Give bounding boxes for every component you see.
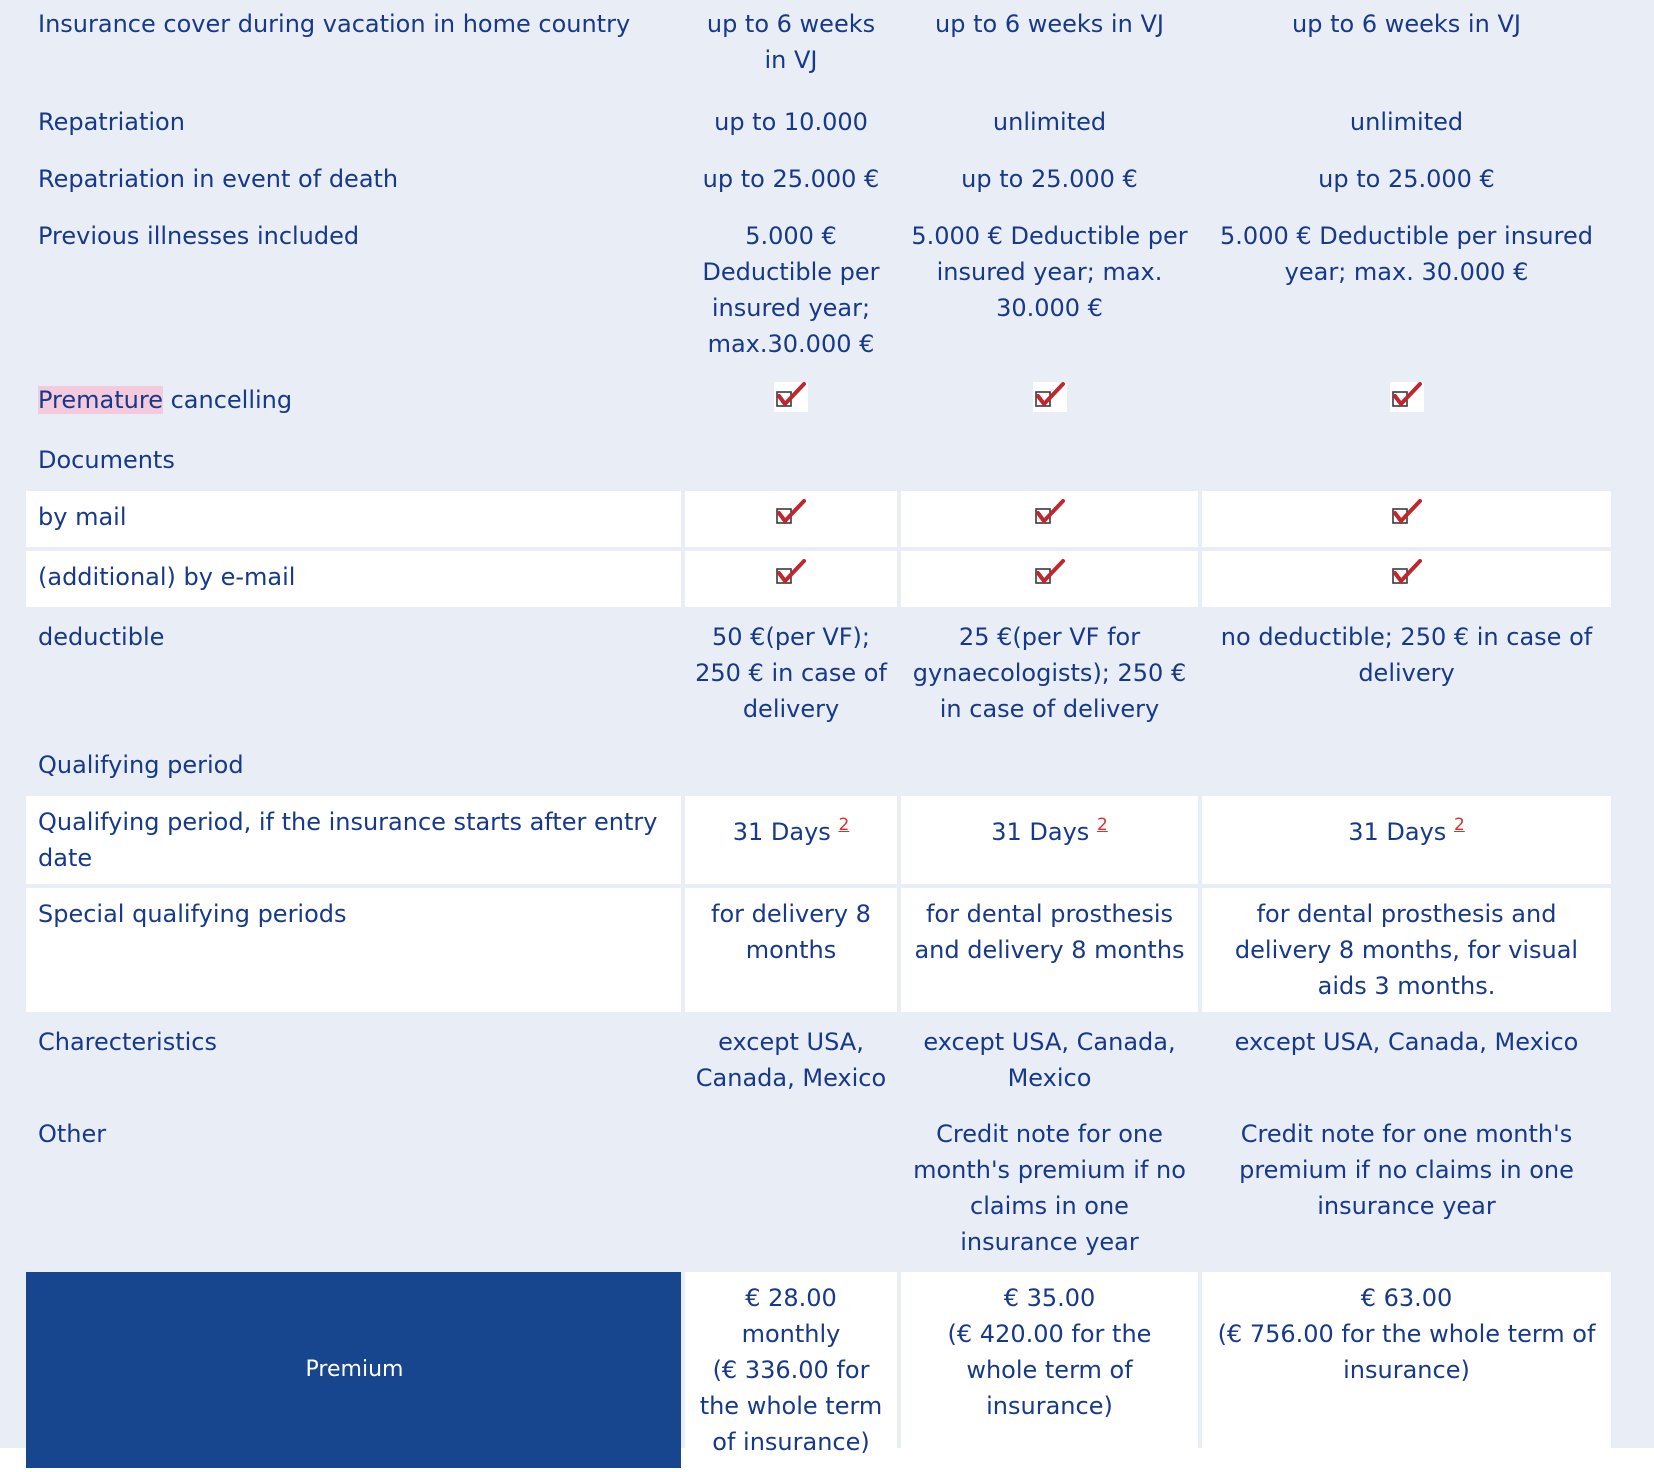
cell-tariff-2 xyxy=(901,491,1198,547)
cell-tariff-2: for dental prosthesis and delivery 8 months xyxy=(901,888,1198,1012)
premium-row xyxy=(26,1272,1611,1468)
premium-tariff-2 xyxy=(901,1272,1198,1468)
table-row xyxy=(26,0,1611,92)
cell-tariff-3 xyxy=(1202,491,1611,547)
checkbox-checked-icon xyxy=(774,499,808,529)
table-row xyxy=(26,1016,1611,1104)
checkbox-checked-icon xyxy=(1033,382,1067,412)
cell-tariff-2: 25 €(per VF for gynaecologists); 250 € in case of delivery xyxy=(901,611,1198,735)
right-margin xyxy=(1618,0,1654,1448)
checkbox-checked-icon xyxy=(774,559,808,589)
row-label: Insurance cover during vacation in home country xyxy=(26,0,681,92)
table-row xyxy=(26,491,1611,547)
row-label: Documents xyxy=(26,434,681,487)
row-label: deductible xyxy=(26,611,681,735)
premium-total: (€ 420.00 for the whole term of insurance) xyxy=(947,1320,1152,1420)
table-row xyxy=(26,551,1611,607)
row-label: Previous illnesses included xyxy=(26,210,681,370)
row-label: Special qualifying periods xyxy=(26,888,681,1012)
cell-tariff-1 xyxy=(685,796,897,884)
premium-tariff-1 xyxy=(685,1272,897,1468)
cell-value: 31 Days xyxy=(1348,818,1447,846)
table-row xyxy=(26,153,1611,206)
checkbox-checked-icon xyxy=(1390,499,1424,529)
cell-tariff-3: up to 25.000 € xyxy=(1202,153,1611,206)
cell-tariff-2: except USA, Canada, Mexico xyxy=(901,1016,1198,1104)
cell-tariff-1 xyxy=(685,491,897,547)
row-label: Repatriation xyxy=(26,96,681,149)
row-label: (additional) by e-mail xyxy=(26,551,681,607)
cell-tariff-3 xyxy=(1202,374,1611,430)
cell-tariff-2 xyxy=(901,434,1198,487)
row-label: Qualifying period, if the insurance starts after entry date xyxy=(26,796,681,884)
premium-total: (€ 756.00 for the whole term of insurance) xyxy=(1217,1320,1596,1384)
checkbox-checked-icon xyxy=(1390,559,1424,589)
cell-tariff-2 xyxy=(901,739,1198,792)
cell-tariff-3 xyxy=(1202,434,1611,487)
premium-tariff-3 xyxy=(1202,1272,1611,1468)
cell-tariff-1 xyxy=(685,374,897,430)
cell-tariff-1 xyxy=(685,551,897,607)
cell-tariff-1: up to 25.000 € xyxy=(685,153,897,206)
cell-tariff-3: up to 6 weeks in VJ xyxy=(1202,0,1611,92)
table-row xyxy=(26,374,1611,430)
cell-tariff-3: Credit note for one month's premium if no claims in one insurance year xyxy=(1202,1108,1611,1268)
row-label: Qualifying period xyxy=(26,739,681,792)
footnote-link[interactable]: 2 xyxy=(1453,815,1465,835)
cell-tariff-3 xyxy=(1202,796,1611,884)
premium-total: (€ 336.00 for the whole term of insurance) xyxy=(699,1356,883,1456)
table-row xyxy=(26,434,1611,487)
table-row xyxy=(26,1108,1611,1268)
tariff-comparison-table xyxy=(22,0,1615,1472)
cell-tariff-2: up to 6 weeks in VJ xyxy=(901,0,1198,92)
cell-tariff-1: up to 10.000 xyxy=(685,96,897,149)
table-row xyxy=(26,739,1611,792)
cell-tariff-3: 5.000 € Deductible per insured year; max. 30.000 € xyxy=(1202,210,1611,370)
cell-tariff-2: 5.000 € Deductible per insured year; max. 30.000 € xyxy=(901,210,1198,370)
cell-tariff-1 xyxy=(685,434,897,487)
cell-tariff-3: for dental prosthesis and delivery 8 months, for visual aids 3 months. xyxy=(1202,888,1611,1012)
cell-tariff-1: 5.000 € Deductible per insured year; max.30.000 € xyxy=(685,210,897,370)
highlighted-word: Premature xyxy=(38,386,163,414)
table-row xyxy=(26,96,1611,149)
cell-tariff-2 xyxy=(901,551,1198,607)
cell-tariff-2: unlimited xyxy=(901,96,1198,149)
row-label-rest: cancelling xyxy=(162,386,293,414)
cell-tariff-2 xyxy=(901,796,1198,884)
table-row xyxy=(26,210,1611,370)
cell-value: 31 Days xyxy=(732,818,831,846)
cell-tariff-1: for delivery 8 months xyxy=(685,888,897,1012)
cell-tariff-1 xyxy=(685,739,897,792)
premium-amount: € 28.00 monthly xyxy=(741,1284,841,1348)
premium-label: Premium xyxy=(26,1272,681,1468)
cell-tariff-3 xyxy=(1202,551,1611,607)
cell-tariff-2: up to 25.000 € xyxy=(901,153,1198,206)
cell-tariff-1: except USA, Canada, Mexico xyxy=(685,1016,897,1104)
footnote-link[interactable]: 2 xyxy=(838,815,850,835)
footnote-link[interactable]: 2 xyxy=(1096,815,1108,835)
cell-tariff-2: Credit note for one month's premium if no claims in one insurance year xyxy=(901,1108,1198,1268)
checkbox-checked-icon xyxy=(1390,382,1424,412)
checkbox-checked-icon xyxy=(774,382,808,412)
cell-tariff-3 xyxy=(1202,739,1611,792)
checkbox-checked-icon xyxy=(1033,499,1067,529)
cell-tariff-1: up to 6 weeks in VJ xyxy=(685,0,897,92)
table-row xyxy=(26,796,1611,884)
premium-amount: € 63.00 xyxy=(1360,1284,1453,1312)
row-label xyxy=(26,374,681,430)
cell-value: 31 Days xyxy=(991,818,1090,846)
checkbox-checked-icon xyxy=(1033,559,1067,589)
table-row xyxy=(26,888,1611,1012)
cell-tariff-2 xyxy=(901,374,1198,430)
cell-tariff-3: no deductible; 250 € in case of delivery xyxy=(1202,611,1611,735)
table-row xyxy=(26,611,1611,735)
premium-amount: € 35.00 xyxy=(1003,1284,1096,1312)
row-label: Charecteristics xyxy=(26,1016,681,1104)
cell-tariff-1: 50 €(per VF); 250 € in case of delivery xyxy=(685,611,897,735)
cell-tariff-3: except USA, Canada, Mexico xyxy=(1202,1016,1611,1104)
row-label: by mail xyxy=(26,491,681,547)
row-label: Other xyxy=(26,1108,681,1268)
cell-tariff-3: unlimited xyxy=(1202,96,1611,149)
cell-tariff-1 xyxy=(685,1108,897,1268)
row-label: Repatriation in event of death xyxy=(26,153,681,206)
